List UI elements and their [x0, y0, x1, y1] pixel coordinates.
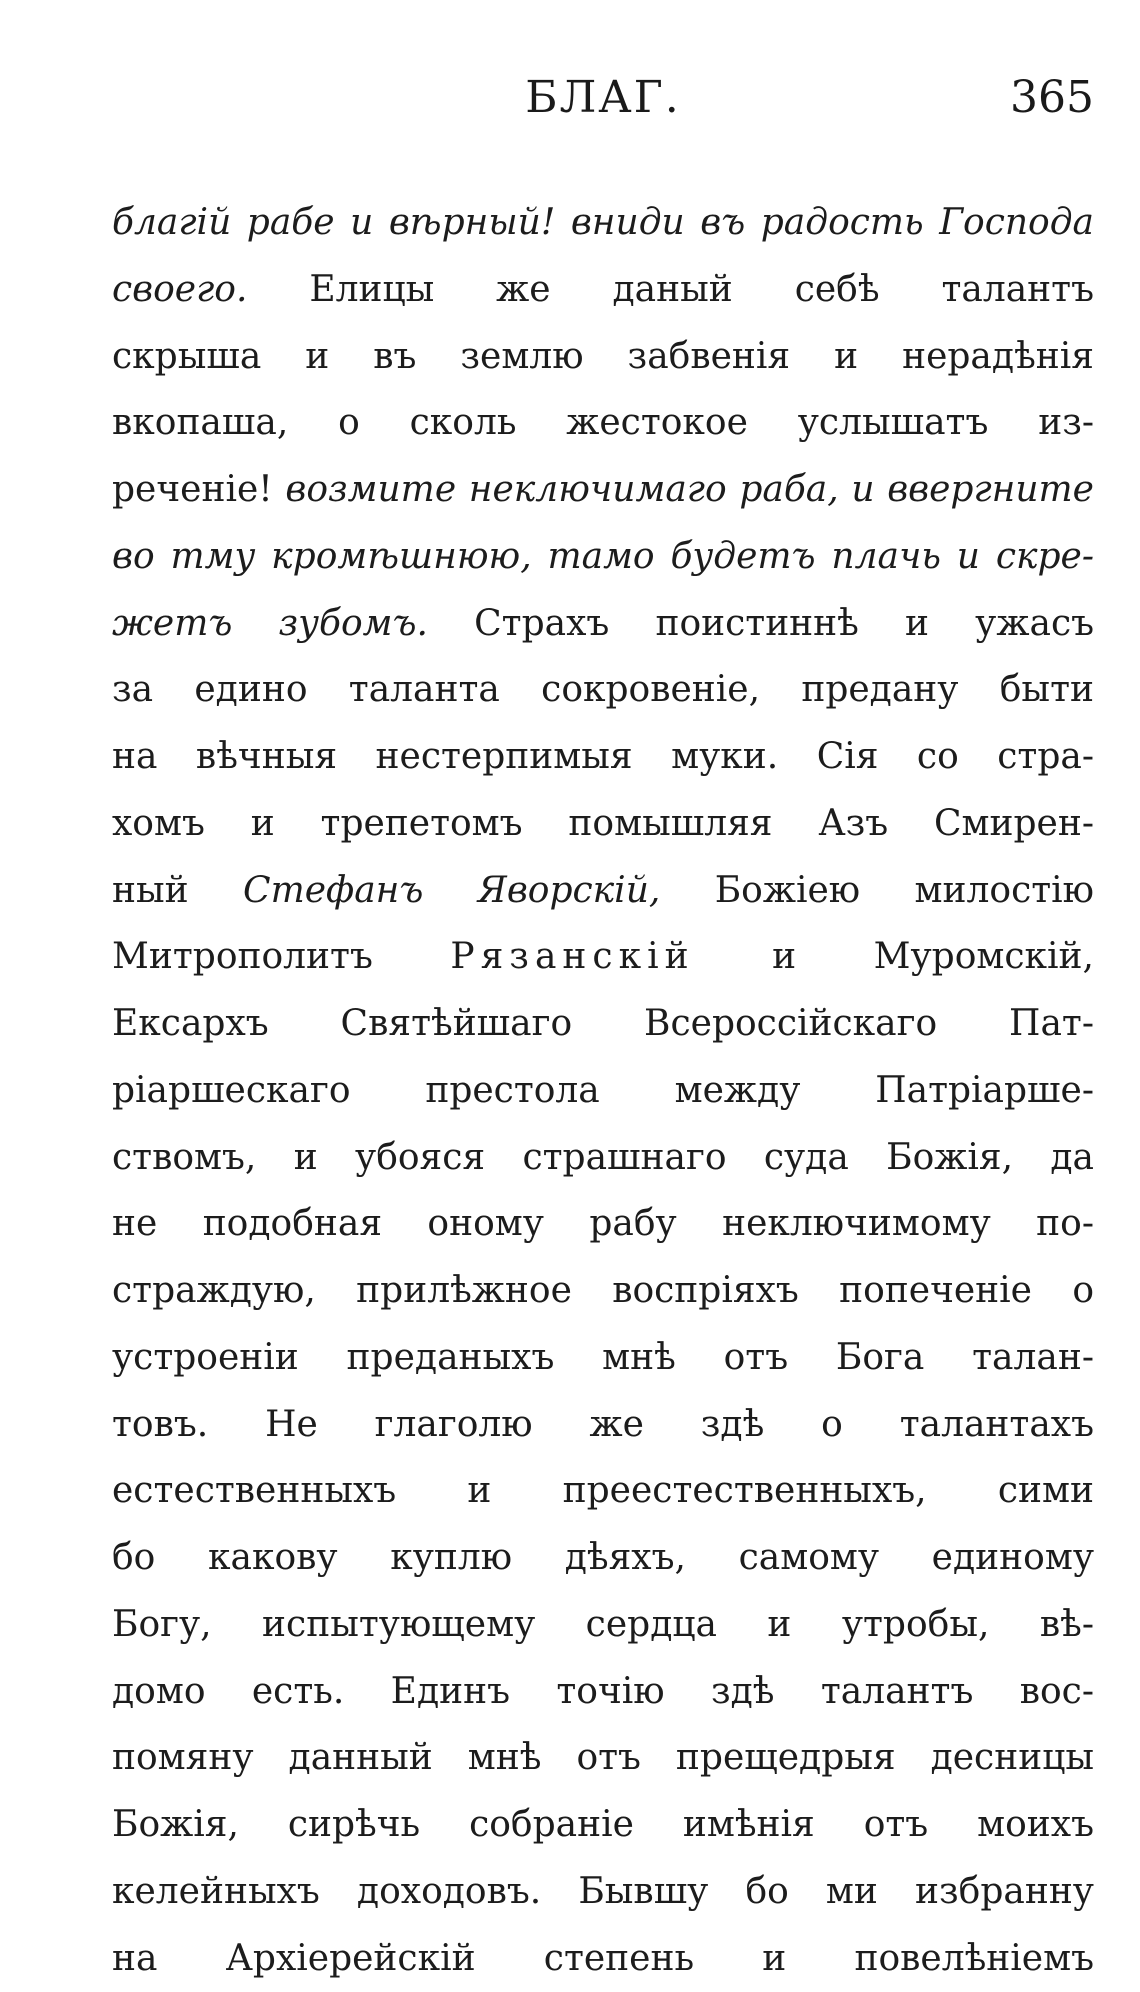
text-segment: Ексархъ Святѣйшаго Всероссійскаго Пат-: [112, 1003, 1094, 1044]
spaced-text: Рязанскій: [450, 936, 694, 977]
italic-text: возмите неключимаго раба, и ввергните: [285, 469, 1094, 510]
text-line: [112, 457, 1094, 524]
text-segment: ствомъ, и убояся страшнаго суда Божія, да: [112, 1137, 1094, 1178]
text-segment: на Архіерейскій степень и повелѣніемъ: [112, 1938, 1094, 1979]
text-segment: Митрополитъ: [112, 936, 450, 977]
text-line: [112, 1458, 1094, 1525]
text-line: [112, 1325, 1094, 1392]
text-line: [112, 190, 1094, 257]
text-line: [112, 390, 1094, 457]
text-segment: скрыша и въ землю забвенія и нерадѣнія: [112, 336, 1094, 377]
text-line: [112, 1191, 1094, 1258]
text-line: [112, 657, 1094, 724]
text-segment: Страхъ поистиннѣ и ужасъ: [428, 603, 1094, 644]
text-segment: домо есть. Единъ точію здѣ талантъ вос-: [112, 1671, 1094, 1712]
text-segment: келейныхъ доходовъ. Бывшу бо ми избранну: [112, 1871, 1094, 1912]
text-segment: Елицы же даный себѣ талантъ: [247, 269, 1094, 310]
text-line: [112, 524, 1094, 591]
page-number: 365: [1010, 72, 1094, 123]
text-line: [112, 1659, 1094, 1726]
text-line: [112, 1392, 1094, 1459]
text-segment: ріаршескаго престола между Патріарше-: [112, 1070, 1094, 1111]
text-segment: на вѣчныя нестерпимыя муки. Сія со стра-: [112, 736, 1094, 777]
text-line: [112, 1125, 1094, 1192]
text-line: [112, 858, 1094, 925]
text-line: [112, 1592, 1094, 1659]
text-segment: Божія, сирѣчь собраніе имѣнія отъ моихъ: [112, 1804, 1094, 1845]
text-line: [112, 324, 1094, 391]
text-line: [112, 1926, 1094, 1992]
text-line: [112, 1058, 1094, 1125]
running-head: [112, 72, 1094, 132]
italic-text: жетъ зубомъ.: [112, 603, 428, 644]
text-segment: ный: [112, 870, 243, 911]
text-segment: реченіе!: [112, 469, 285, 510]
text-segment: устроеніи преданыхъ мнѣ отъ Бога талан-: [112, 1337, 1094, 1378]
text-segment: не подобная оному рабу неключимому по-: [112, 1203, 1094, 1244]
text-segment: Божіею милостію: [660, 870, 1094, 911]
body-text: [112, 190, 1094, 1992]
italic-text: во тму кромѣшнюю, тамо будетъ плачь и скре-: [112, 536, 1094, 577]
italic-text: Стефанъ Яворскій,: [243, 870, 660, 911]
text-line: [112, 1525, 1094, 1592]
text-line: [112, 591, 1094, 658]
text-segment: бо какову куплю дѣяхъ, самому единому: [112, 1537, 1094, 1578]
text-line: [112, 924, 1094, 991]
italic-text: благій рабе и вѣрный! вниди въ радость Господа: [112, 202, 1094, 243]
text-line: [112, 724, 1094, 791]
text-line: [112, 1725, 1094, 1792]
text-segment: и Муромскій,: [695, 936, 1094, 977]
text-line: [112, 257, 1094, 324]
italic-text: своего.: [112, 269, 247, 310]
text-segment: естественныхъ и преестественныхъ, сими: [112, 1470, 1094, 1511]
text-line: [112, 791, 1094, 858]
text-segment: хомъ и трепетомъ помышляя Азъ Смирен-: [112, 803, 1094, 844]
text-segment: вкопаша, о сколь жестокое услышатъ из-: [112, 402, 1094, 443]
text-segment: страждую, прилѣжное воспріяхъ попеченіе о: [112, 1270, 1094, 1311]
text-segment: за едино таланта сокровеніе, предану быти: [112, 669, 1094, 710]
text-line: [112, 1792, 1094, 1859]
text-segment: помяну данный мнѣ отъ прещедрыя десницы: [112, 1737, 1094, 1778]
text-line: [112, 1258, 1094, 1325]
text-segment: Богу, испытующему сердца и утробы, вѣ-: [112, 1604, 1094, 1645]
text-line: [112, 991, 1094, 1058]
text-line: [112, 1859, 1094, 1926]
running-title: БЛАГ.: [112, 72, 1094, 123]
text-segment: товъ. Не глаголю же здѣ о талантахъ: [112, 1404, 1094, 1445]
